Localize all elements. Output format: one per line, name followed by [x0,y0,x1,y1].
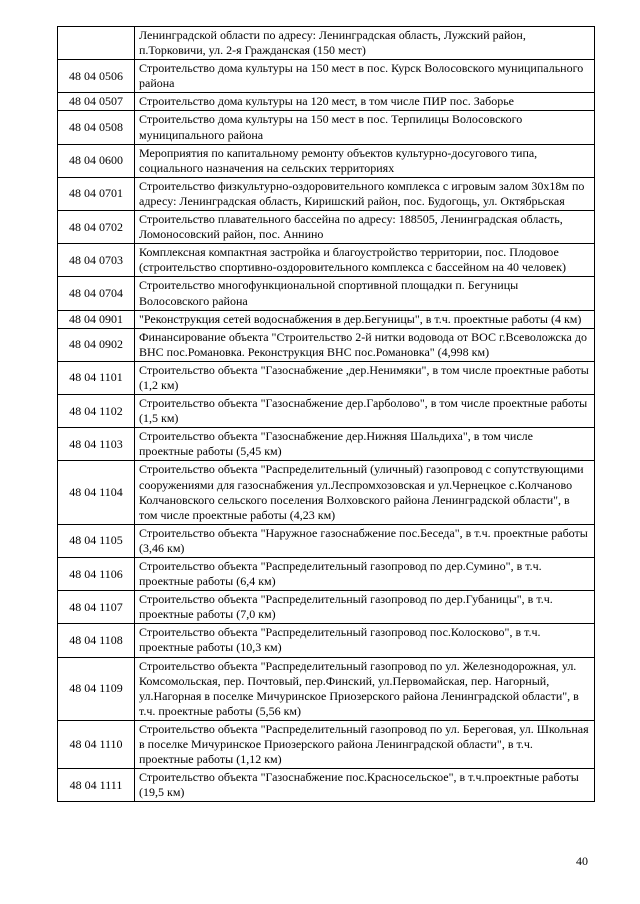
table-row [58,60,595,93]
budget-code-cell: 48 04 0902 [58,328,135,361]
description-cell: Финансирование объекта "Строительство 2-й нитки водовода от ВОС г.Всеволожска до ВНС пос.Романовка. Реконструкция ВНС пос.Романовка" (4,998 км) [135,328,595,361]
budget-code-cell: 48 04 1102 [58,395,135,428]
budget-code-cell: 48 04 1109 [58,657,135,720]
budget-code-cell: 48 04 1104 [58,461,135,524]
budget-code-cell: 48 04 0703 [58,244,135,277]
table-row [58,395,595,428]
description-cell: Строительство объекта "Распределительный газопровод по ул. Береговая, ул. Школьная в поселке Мичуринское Приозерского района Ленинградской области", в т.ч. проектные работы (1,12 км) [135,720,595,768]
table-row [58,524,595,557]
description-cell: Строительство плавательного бассейна по адресу: 188505, Ленинградская область, Ломоносовский район, пос. Аннино [135,211,595,244]
description-cell: "Реконструкция сетей водоснабжения в дер.Бегуницы", в т.ч. проектные работы (4 км) [135,310,595,328]
budget-code-cell: 48 04 0507 [58,93,135,111]
budget-code-cell: 48 04 1108 [58,624,135,657]
page-number: 40 [576,854,588,868]
description-cell: Строительство объекта "Газоснабжение ,дер.Ненимяки", в том числе проектные работы (1,2 км) [135,361,595,394]
description-cell: Строительство объекта "Распределительный газопровод по дер.Губаницы", в т.ч. проектные работы (7,0 км) [135,591,595,624]
table-row [58,310,595,328]
table-row [58,720,595,768]
budget-code-cell: 48 04 1106 [58,558,135,591]
description-cell: Строительство физкультурно-оздоровительного комплекса с игровым залом 30х18м по адресу: Ленинградская область, Киришский район, пос. Будогощь, ул. Октябрьская [135,177,595,210]
description-cell: Строительство дома культуры на 120 мест, в том числе ПИР пос. Заборье [135,93,595,111]
table-row [58,177,595,210]
description-cell: Строительство объекта "Распределительный газопровод по ул. Железнодорожная, ул. Комсомольская, пер. Почтовый, пер.Финский, ул.Первомайская, пер. Нагорный, ул.Нагорная в поселке Мичуринское Приозерского района Ленинградской области", в т.ч. проектные работы (5,56 км) [135,657,595,720]
description-cell: Ленинградской области по адресу: Ленинградская область, Лужский район, п.Торковичи, ул. 2-я Гражданская (150 мест) [135,27,595,60]
description-cell: Строительство объекта "Наружное газоснабжение пос.Беседа", в т.ч. проектные работы (3,46 км) [135,524,595,557]
table-row [58,27,595,60]
description-cell: Строительство объекта "Распределительный газопровод пос.Колосково", в т.ч. проектные работы (10,3 км) [135,624,595,657]
table-row [58,244,595,277]
description-cell: Комплексная компактная застройка и благоустройство территории, пос. Плодовое (строительство спортивно-оздоровительного комплекса с бассейном на 40 человек) [135,244,595,277]
table-row [58,591,595,624]
budget-code-cell: 48 04 0506 [58,60,135,93]
description-cell: Строительство объекта "Газоснабжение дер.Нижняя Шальдиха", в том числе проектные работы (5,45 км) [135,428,595,461]
table-row [58,111,595,144]
table-row [58,328,595,361]
budget-code-cell: 48 04 1110 [58,720,135,768]
table-row [58,428,595,461]
table-row [58,624,595,657]
table-row [58,558,595,591]
budget-code-cell: 48 04 0901 [58,310,135,328]
budget-code-cell: 48 04 1101 [58,361,135,394]
table-row [58,769,595,802]
table-row [58,361,595,394]
budget-code-cell: 48 04 1107 [58,591,135,624]
description-cell: Строительство объекта "Распределительный газопровод по дер.Сумино", в т.ч. проектные работы (6,4 км) [135,558,595,591]
description-cell: Строительство дома культуры на 150 мест в пос. Терпилицы Волосовского муниципального района [135,111,595,144]
budget-codes-table [57,26,595,802]
description-cell: Строительство многофункциональной спортивной площадки п. Бегуницы Волосовского района [135,277,595,310]
description-cell: Строительство дома культуры на 150 мест в пос. Курск Волосовского муниципального района [135,60,595,93]
budget-code-cell: 48 04 0508 [58,111,135,144]
budget-code-cell: 48 04 0704 [58,277,135,310]
description-cell: Строительство объекта "Распределительный (уличный) газопровод с сопутствующими сооружениями для газоснабжения ул.Леспромхозовская и ул.Чернецкое с.Колчаново Колчановского сельского поселения Волховского района Ленинградской области", в том числе проектные работы (4,23 км) [135,461,595,524]
table-body [58,27,595,802]
budget-code-cell: 48 04 1105 [58,524,135,557]
description-cell: Строительство объекта "Газоснабжение дер.Гарболово", в том числе проектные работы (1,5 км) [135,395,595,428]
description-cell: Строительство объекта "Газоснабжение пос.Красносельское", в т.ч.проектные работы (19,5 км) [135,769,595,802]
table-row [58,277,595,310]
table-row [58,211,595,244]
budget-code-cell: 48 04 1103 [58,428,135,461]
table-row [58,657,595,720]
budget-code-cell: 48 04 0600 [58,144,135,177]
budget-code-cell: 48 04 0701 [58,177,135,210]
description-cell: Мероприятия по капитальному ремонту объектов культурно-досугового типа, социального назначения на сельских территориях [135,144,595,177]
budget-code-cell: 48 04 0702 [58,211,135,244]
budget-code-cell [58,27,135,60]
budget-code-cell: 48 04 1111 [58,769,135,802]
table-row [58,93,595,111]
table-row [58,144,595,177]
table-row [58,461,595,524]
